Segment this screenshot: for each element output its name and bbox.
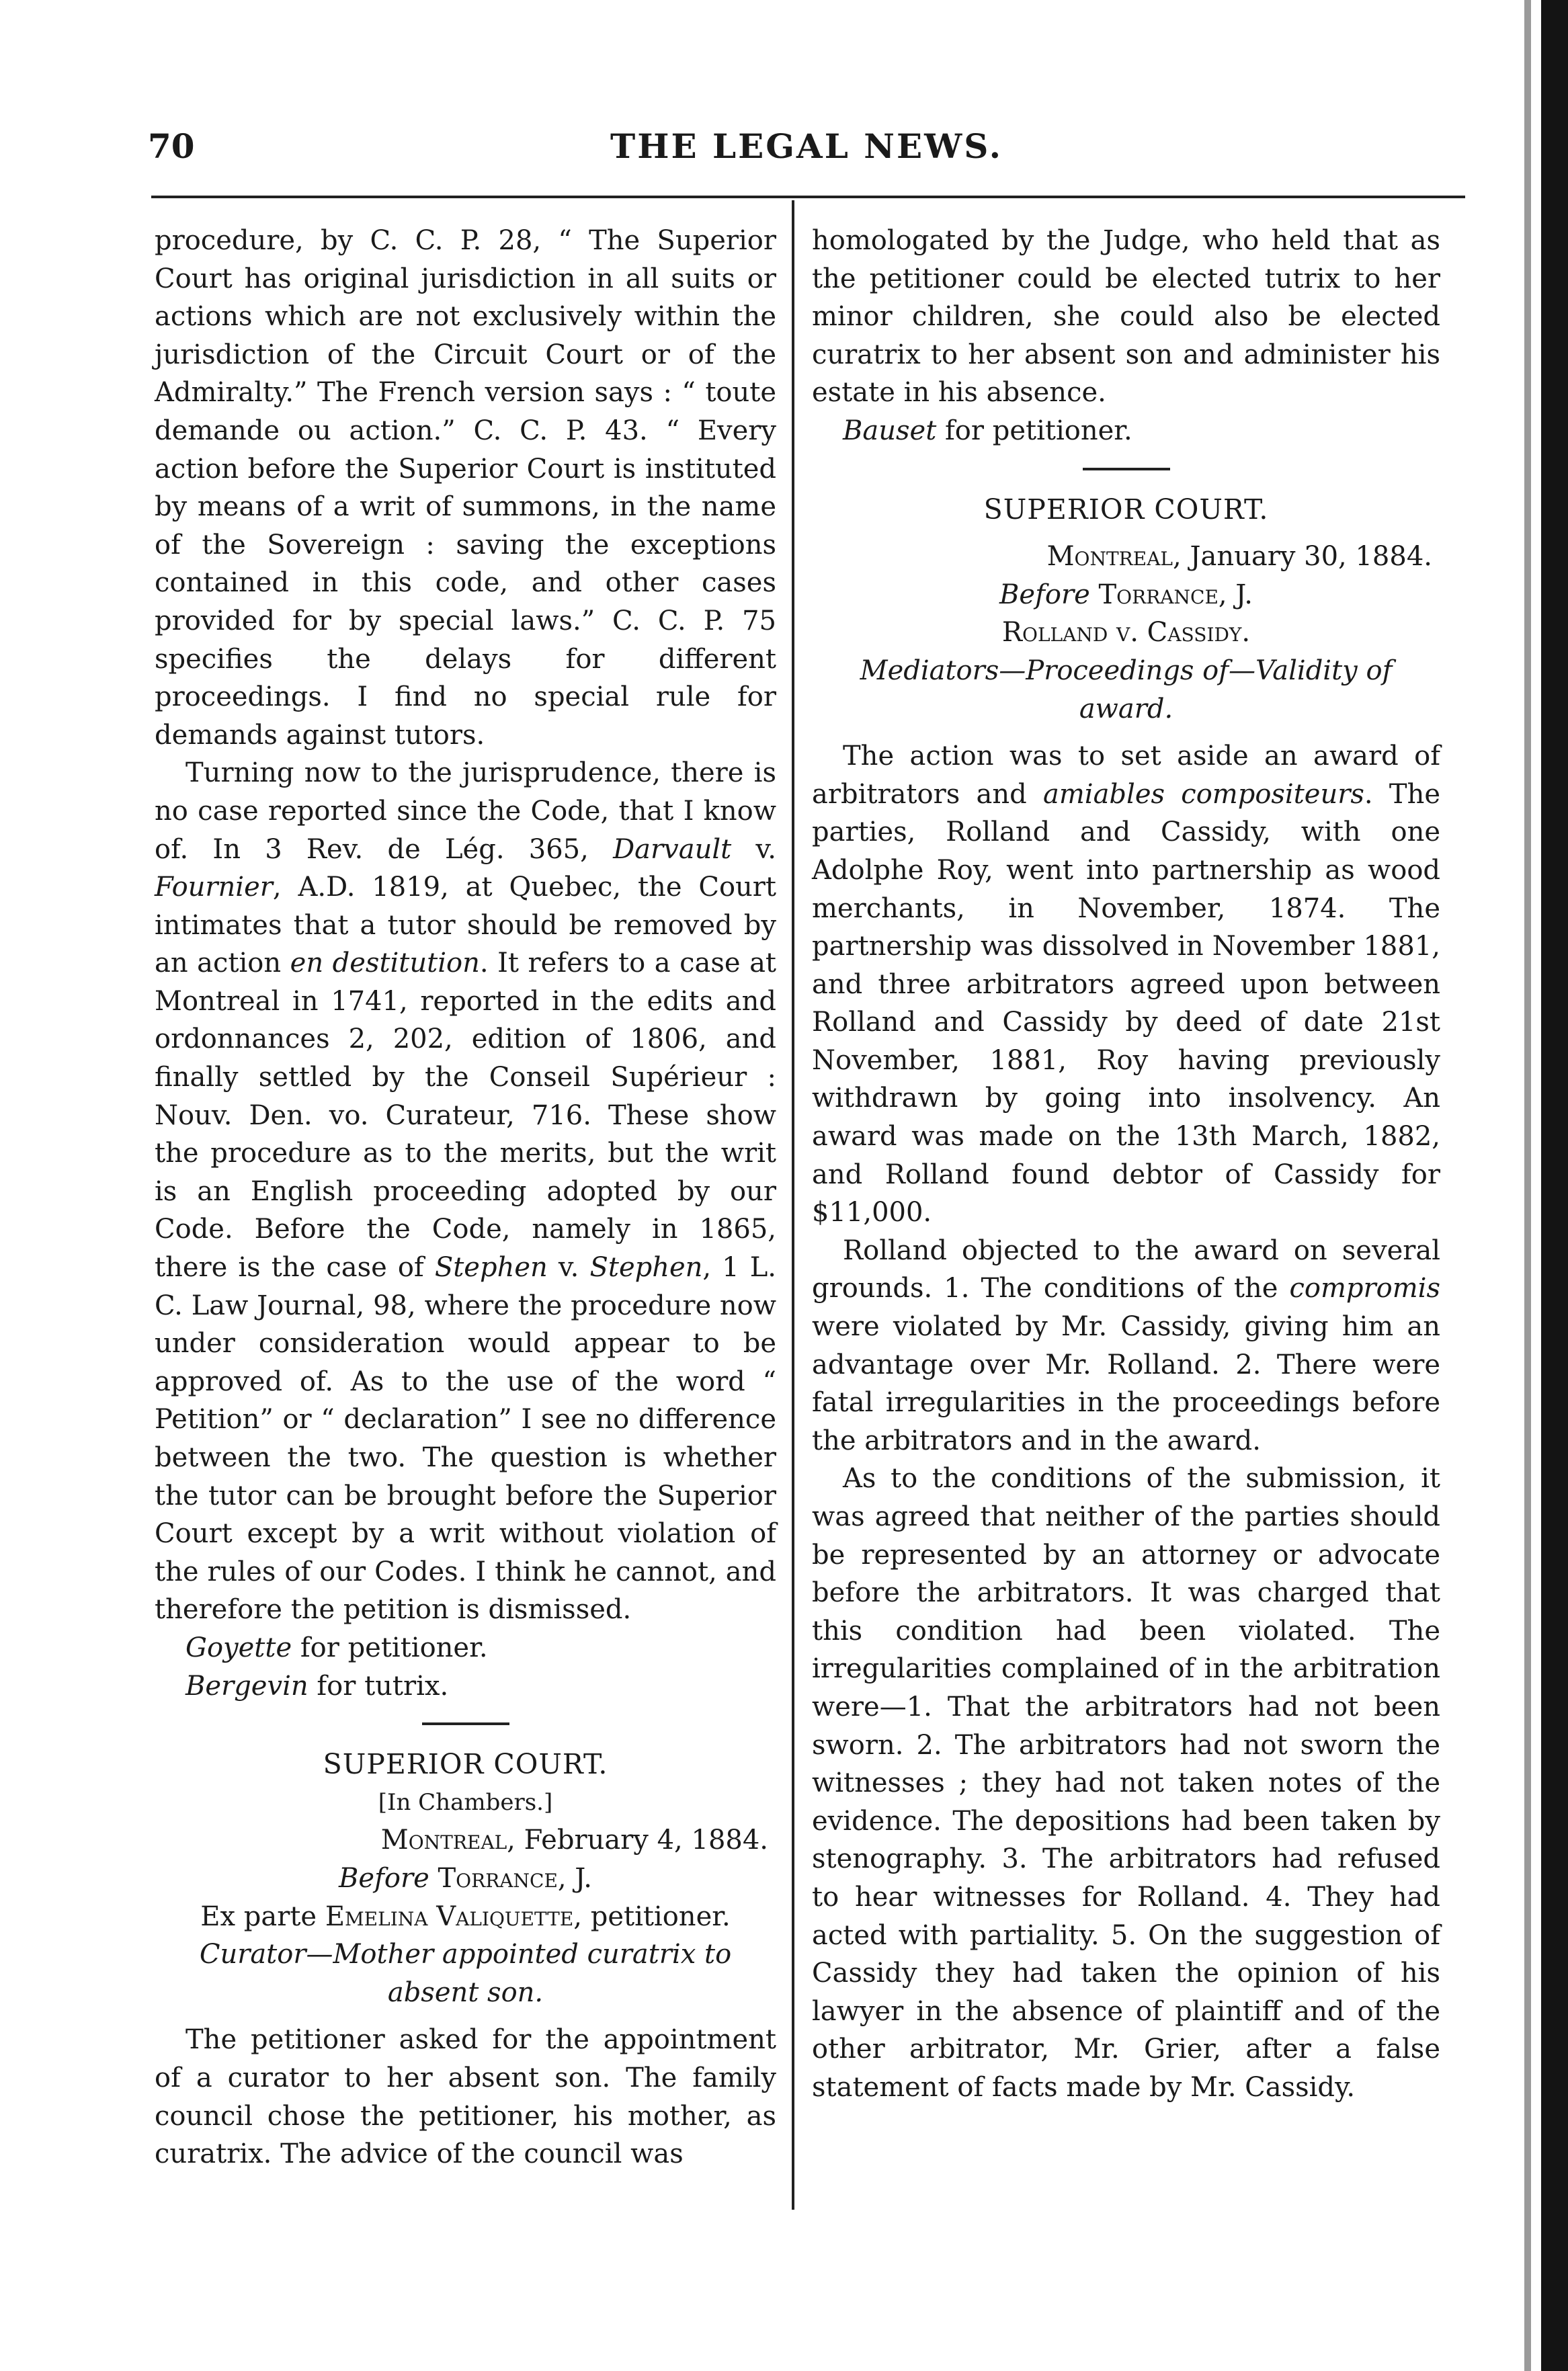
counsel-name: Bauset — [843, 415, 937, 446]
page-edge — [1541, 0, 1568, 2371]
italic-term: en destitution — [290, 948, 480, 979]
italic-term: amiables compositeurs — [1043, 778, 1364, 810]
counsel-line — [185, 1667, 776, 1706]
judge-name: Torrance, J. — [1089, 579, 1253, 610]
case-party: Stephen — [589, 1252, 703, 1284]
party-name: Emelina Valiquette — [325, 1901, 574, 1932]
text-run: , petitioner. — [573, 1901, 731, 1932]
section-rule — [422, 1722, 509, 1725]
city: Montreal — [380, 1825, 507, 1856]
page-number: 70 — [148, 126, 195, 166]
case-title: Rolland v. Cassidy. — [1001, 617, 1251, 649]
paragraph — [812, 1232, 1440, 1460]
judge-line — [155, 1860, 776, 1898]
paragraph: The petitioner asked for the appointment of a curator to her absent son. The family council chose the petitioner, his mother, as curatrix. The advice of the council was — [155, 2024, 776, 2170]
paragraph: procedure, by C. C. P. 28, “ The Superior Court has original jurisdiction in all suits or actions which are not exclusively within the jurisdiction of the Circuit Court or of the Admiralty.” The French version says : “ toute demande ou action.” C. C. P. 43. “ Every action before the Superior Court is instituted by means of a writ of summons, in the name of the Sovereign : saving the exceptions contained in this code, and other cases provided for by special laws.” C. C. P. 75 specifies the delays for different proceedings. I find no special rule for demands against tutors. — [155, 225, 776, 751]
text-run: Ex parte — [200, 1901, 325, 1932]
page-header — [148, 120, 1465, 173]
headnote: Curator—Mother appointed curatrix to absent son. — [199, 1939, 732, 2008]
text-run: , A.D. 1819, at Quebec, the Court intimates that a tutor should be removed by an action — [155, 872, 776, 979]
date-text: , January 30, 1884. — [1173, 541, 1432, 573]
spacer — [155, 2011, 776, 2021]
section-rule — [1083, 468, 1170, 470]
counsel-line — [185, 1629, 776, 1667]
spacer — [812, 728, 1440, 737]
page-edge-shadow — [1524, 0, 1531, 2371]
paragraph: As to the conditions of the submission, it was agreed that neither of the parties should be represented by an attorney or advocate before the arbitrators. It was charged that this condition had been violated. The irregularities complained of in the arbitration were—1. That the arbitrators had not been sworn. 2. The arbitrators had not sworn the witnesses ; they had not taken notes of the evidence. The depositions had been taken by stenography. 3. The arbitrators had refused to hear witnesses for Rolland. 4. They had acted with partiality. 5. On the suggestion of Cassidy they had taken the opinion of his lawyer in the absence of plaintiff and of the other arbitrator, Mr. Grier, after a false statement of facts made by Mr. Cassidy. — [812, 1463, 1440, 2103]
case-date — [155, 1821, 776, 1860]
text-run: . The parties, Rolland and Cassidy, with one Adolphe Roy, went into partnership as wood merchants, in November, 1874. The partnership was dissolved in November 1881, and three arbitrators agreed upon between Rolland and Cassidy by deed of date 21st November, 1881, Roy having previously withdrawn by going into insolvency. An award was made on the 13th March, 1882, and Rolland found debtor of Cassidy for $11,000. — [812, 778, 1441, 1229]
counsel-role: for petitioner. — [936, 415, 1132, 446]
paragraph: homologated by the Judge, who held that as the petitioner could be elected tutrix to her minor children, she could also be elected curatrix to her absent son and administer his estate in his absence. — [812, 225, 1440, 409]
case-party: Stephen — [434, 1252, 548, 1284]
text-run: v. — [547, 1252, 590, 1284]
left-column — [155, 222, 776, 2173]
judge-name: Torrance, J. — [429, 1862, 592, 1894]
text-run: Rolland objected to the award on several grounds. 1. The conditions of the — [812, 1235, 1440, 1304]
before-word: Before — [339, 1862, 429, 1894]
counsel-line — [843, 412, 1440, 450]
text-run: were violated by Mr. Cassidy, giving him an advantage over Mr. Rolland. 2. There were fatal irregularities in the proceedings before the arbitrators and in the award. — [812, 1311, 1440, 1456]
before-word: Before — [999, 579, 1090, 610]
spacer — [812, 528, 1440, 538]
court-heading: SUPERIOR COURT. — [323, 1748, 608, 1781]
text-run: The action was to set aside an award of arbitrators and — [812, 741, 1440, 810]
text-run: , 1 L. C. Law Journal, 98, where the procedure now under consideration would appear to be approved of. As to the use of the word “ Petition” or “ declaration” I see no difference between the two. The question is whether the tutor can be brought before the Superior Court except by a writ without violation of the rules of our Codes. I think he cannot, and therefore the petition is dismissed. — [155, 1252, 776, 1626]
text-run: . It refers to a case at Montreal in 1741, reported in the edits and ordonnances 2, 202, edition of 1806, and finally settled by the Conseil Supérieur : Nouv. Den. vo. Curateur, 716. These show the procedure as to the merits, but the writ is an English proceeding adopted by our Code. Before the Code, namely in 1865, there is the case of — [155, 948, 776, 1284]
city: Montreal — [1046, 541, 1173, 573]
counsel-role: for tutrix. — [308, 1670, 449, 1702]
paragraph — [812, 737, 1440, 1232]
right-column — [812, 222, 1440, 2107]
paragraph — [155, 754, 776, 1629]
judge-line — [812, 576, 1440, 614]
chambers-note: [In Chambers.] — [378, 1788, 553, 1816]
counsel-name: Bergevin — [185, 1670, 308, 1702]
case-title — [155, 1898, 776, 1936]
counsel-role: for petitioner. — [292, 1632, 488, 1663]
date-text: , February 4, 1884. — [507, 1825, 768, 1856]
headnote: Mediators—Proceedings of—Validity of award. — [860, 655, 1393, 724]
case-date — [812, 538, 1440, 576]
text-run: v. — [731, 833, 777, 865]
court-heading: SUPERIOR COURT. — [983, 493, 1269, 526]
text-run: Turning now to the jurisprudence, there is no case reported since the Code, that I know of. In 3 Rev. de Lég. 365, — [155, 757, 776, 865]
header-rule — [151, 196, 1465, 198]
italic-term: compromis — [1289, 1273, 1440, 1304]
journal-title: THE LEGAL NEWS. — [610, 126, 1003, 166]
case-party: Darvault — [613, 833, 732, 865]
case-party: Fournier — [155, 872, 273, 903]
counsel-name: Goyette — [185, 1632, 292, 1663]
column-divider — [792, 200, 794, 2210]
